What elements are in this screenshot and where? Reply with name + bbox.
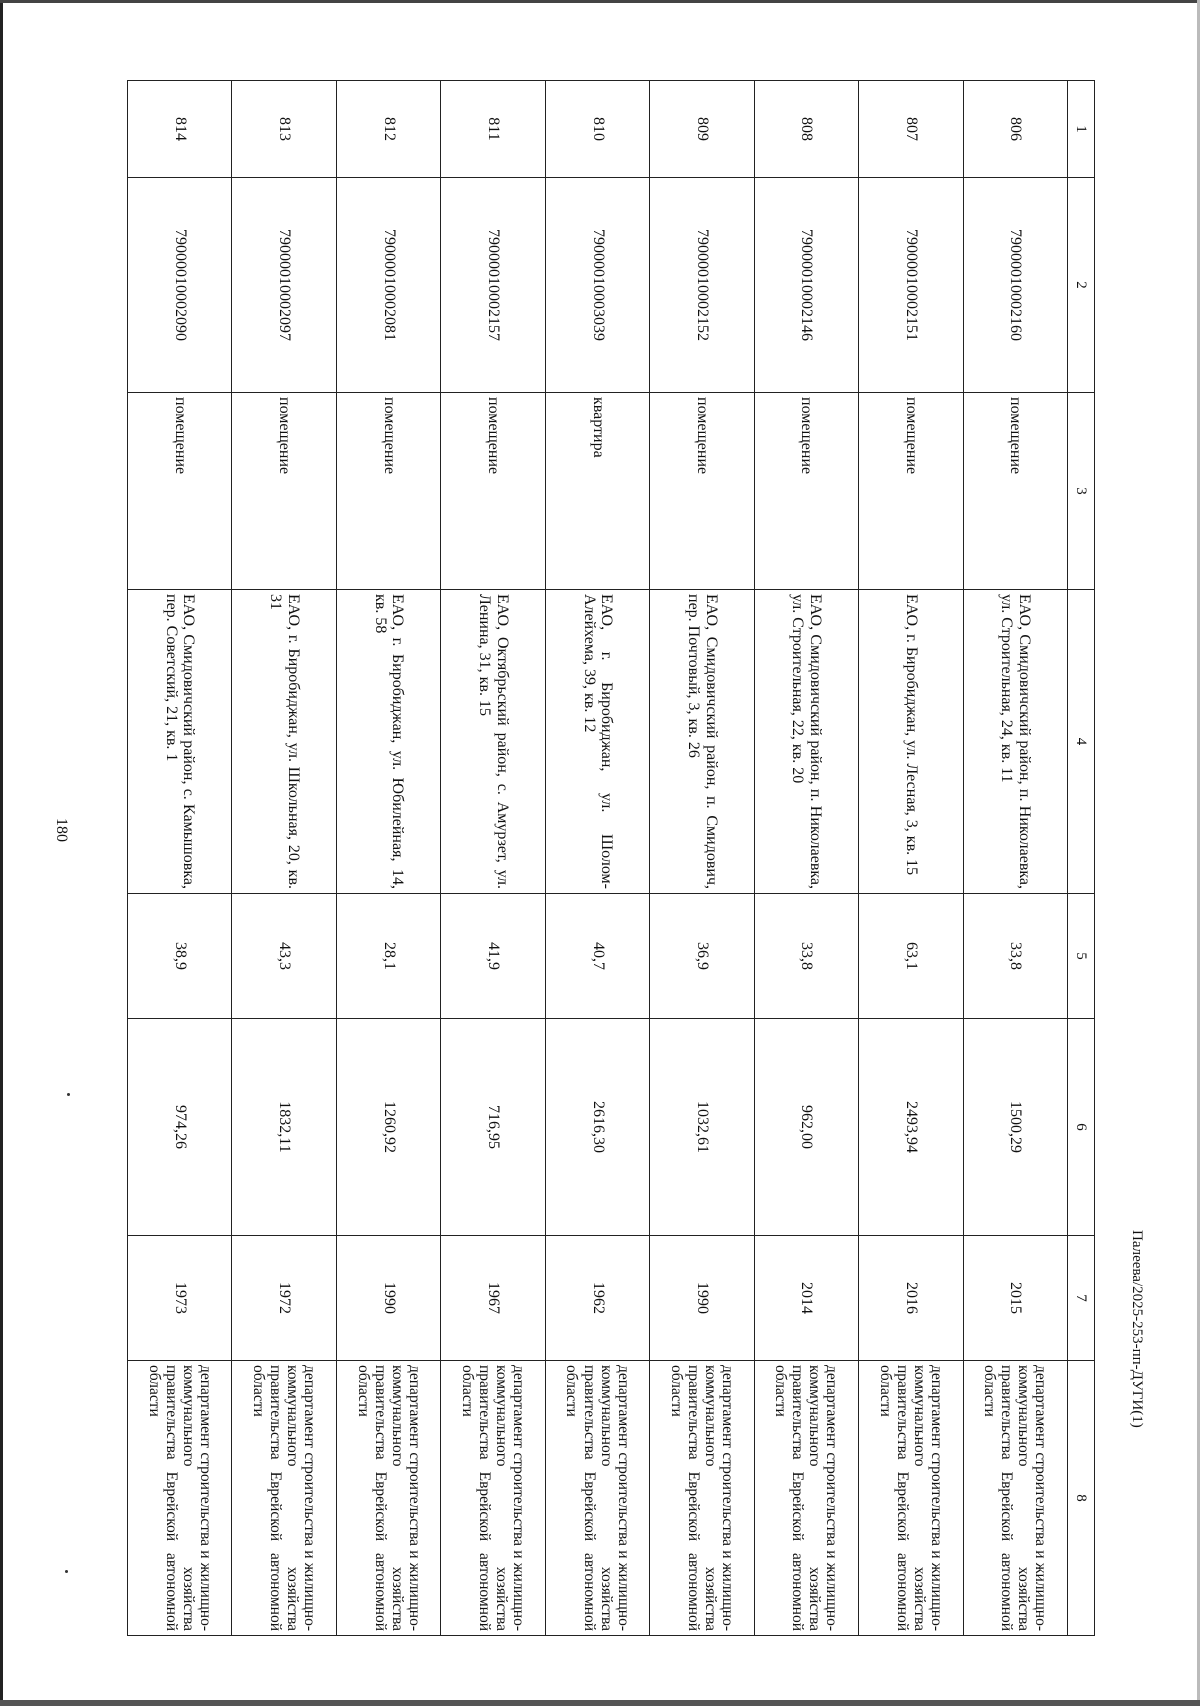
object-holder: департамент строительства и жилищно-коммунального хозяйства правительства Еврейской автономной области	[963, 1361, 1067, 1636]
scan-speck	[67, 1093, 70, 1096]
object-address: ЕАО, Смидовичский район, п. Николаевка, ул. Строительная, 22, кв. 20	[754, 590, 858, 894]
object-type: помещение	[128, 393, 233, 590]
table-row	[754, 81, 858, 1636]
object-address: ЕАО, г. Биробиджан, ул. Шолом-Алейхема, 39, кв. 12	[545, 590, 649, 894]
object-year: 1990	[336, 1236, 440, 1361]
object-address: ЕАО, Октябрьский район, с. Амурзет, ул. Ленина, 31, кв. 15	[441, 590, 545, 894]
object-area: 38,9	[128, 894, 233, 1019]
object-cost: 1500,29	[963, 1019, 1067, 1236]
object-area: 63,1	[859, 894, 963, 1019]
object-year: 1990	[650, 1236, 754, 1361]
row-number: 808	[754, 81, 858, 178]
object-address: ЕАО, Смидовичский район, с. Камышовка, пер. Советский, 21, кв. 1	[128, 590, 233, 894]
object-cost: 1260,92	[336, 1019, 440, 1236]
table-row	[336, 81, 440, 1636]
object-area: 28,1	[336, 894, 440, 1019]
object-year: 1962	[545, 1236, 649, 1361]
object-area: 33,8	[963, 894, 1067, 1019]
header-row	[1068, 81, 1095, 1636]
object-area: 41,9	[441, 894, 545, 1019]
object-address: ЕАО, г. Биробиджан, ул. Лесная, 3, кв. 15	[859, 590, 963, 894]
header-col-8: 8	[1068, 1361, 1095, 1636]
table-row	[232, 81, 336, 1636]
object-type: помещение	[650, 393, 754, 590]
header-col-7: 7	[1068, 1236, 1095, 1361]
object-address: ЕАО, г. Биробиджан, ул. Школьная, 20, кв. 31	[232, 590, 336, 894]
row-number: 813	[232, 81, 336, 178]
object-year: 1973	[128, 1236, 233, 1361]
object-type: помещение	[754, 393, 858, 590]
row-number: 806	[963, 81, 1067, 178]
object-address: ЕАО, Смидовичский район, п. Николаевка, ул. Строительная, 24, кв. 11	[963, 590, 1067, 894]
object-holder: департамент строительства и жилищно-коммунального хозяйства правительства Еврейской автономной области	[232, 1361, 336, 1636]
object-holder: департамент строительства и жилищно-коммунального хозяйства правительства Еврейской автономной области	[441, 1361, 545, 1636]
table-row	[441, 81, 545, 1636]
object-area: 40,7	[545, 894, 649, 1019]
object-type: квартира	[545, 393, 649, 590]
table-row	[545, 81, 649, 1636]
row-number: 807	[859, 81, 963, 178]
row-number: 811	[441, 81, 545, 178]
object-holder: департамент строительства и жилищно-коммунального хозяйства правительства Еврейской автономной области	[754, 1361, 858, 1636]
header-col-6: 6	[1068, 1019, 1095, 1236]
scan-speck	[65, 1570, 68, 1573]
header-col-3: 3	[1068, 393, 1095, 590]
property-table	[127, 80, 1095, 1636]
object-year: 2014	[754, 1236, 858, 1361]
cadastral-number: 79000010003039	[545, 178, 649, 393]
object-cost: 962,00	[754, 1019, 858, 1236]
object-type: помещение	[232, 393, 336, 590]
object-area: 43,3	[232, 894, 336, 1019]
cadastral-number: 79000010002151	[859, 178, 963, 393]
table-row	[963, 81, 1067, 1636]
header-col-2: 2	[1068, 178, 1095, 393]
object-holder: департамент строительства и жилищно-коммунального хозяйства правительства Еврейской автономной области	[859, 1361, 963, 1636]
object-address: ЕАО, Смидовичский район, п. Смидович, пер. Почтовый, 3, кв. 26	[650, 590, 754, 894]
object-cost: 974,26	[128, 1019, 233, 1236]
object-address: ЕАО, г. Биробиджан, ул. Юбилейная, 14, кв. 58	[336, 590, 440, 894]
document-code: Палеева/2025-253-пп-ДУГИ(1)	[1129, 1230, 1145, 1428]
object-year: 2016	[859, 1236, 963, 1361]
object-type: помещение	[336, 393, 440, 590]
row-number: 809	[650, 81, 754, 178]
object-cost: 716,95	[441, 1019, 545, 1236]
object-cost: 2493,94	[859, 1019, 963, 1236]
row-number: 812	[336, 81, 440, 178]
object-holder: департамент строительства и жилищно-коммунального хозяйства правительства Еврейской автономной области	[545, 1361, 649, 1636]
object-holder: департамент строительства и жилищно-коммунального хозяйства правительства Еврейской автономной области	[336, 1361, 440, 1636]
object-type: помещение	[441, 393, 545, 590]
cadastral-number: 79000010002081	[336, 178, 440, 393]
cadastral-number: 79000010002152	[650, 178, 754, 393]
object-holder: департамент строительства и жилищно-коммунального хозяйства правительства Еврейской автономной области	[128, 1361, 233, 1636]
header-col-4: 4	[1068, 590, 1095, 894]
cadastral-number: 79000010002097	[232, 178, 336, 393]
table-row	[650, 81, 754, 1636]
object-cost: 1032,61	[650, 1019, 754, 1236]
object-year: 2015	[963, 1236, 1067, 1361]
object-area: 33,8	[754, 894, 858, 1019]
object-year: 1967	[441, 1236, 545, 1361]
object-year: 1972	[232, 1236, 336, 1361]
cadastral-number: 79000010002157	[441, 178, 545, 393]
cadastral-number: 79000010002160	[963, 178, 1067, 393]
object-type: помещение	[859, 393, 963, 590]
object-area: 36,9	[650, 894, 754, 1019]
header-col-1: 1	[1068, 81, 1095, 178]
table-row	[128, 81, 233, 1636]
object-cost: 1832,11	[232, 1019, 336, 1236]
row-number: 814	[128, 81, 233, 178]
object-type: помещение	[963, 393, 1067, 590]
header-col-5: 5	[1068, 894, 1095, 1019]
cadastral-number: 79000010002146	[754, 178, 858, 393]
table-row	[859, 81, 963, 1636]
object-cost: 2616,30	[545, 1019, 649, 1236]
object-holder: департамент строительства и жилищно-коммунального хозяйства правительства Еврейской автономной области	[650, 1361, 754, 1636]
row-number: 810	[545, 81, 649, 178]
page-number: 180	[53, 818, 70, 842]
cadastral-number: 79000010002090	[128, 178, 233, 393]
